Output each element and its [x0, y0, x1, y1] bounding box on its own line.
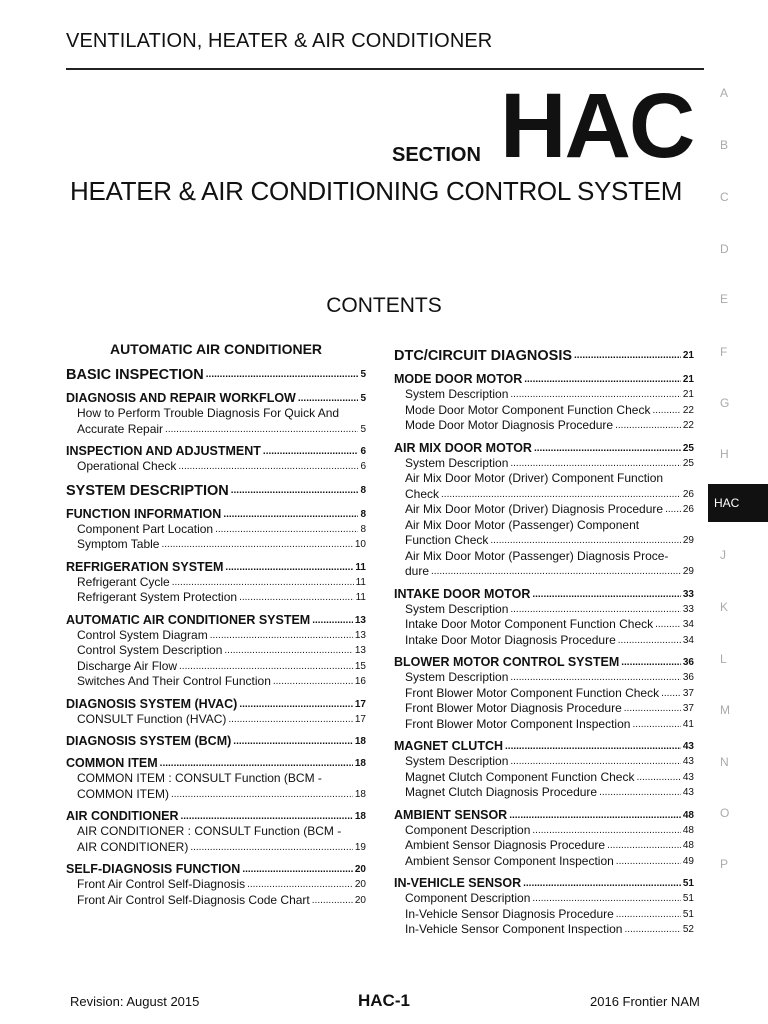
- toc-entry-sub[interactable]: [66, 459, 366, 475]
- toc-entry-title: Front Air Control Self-Diagnosis: [77, 877, 246, 891]
- toc-entry-page: 22: [682, 404, 694, 416]
- toc-entry-page: 5: [360, 393, 366, 404]
- side-index-letter[interactable]: L: [720, 652, 727, 666]
- toc-entry-chapter[interactable]: [394, 372, 694, 387]
- toc-entry-page: 5: [360, 369, 366, 380]
- toc-entry-page: 43: [682, 771, 694, 783]
- toc-entry-page: 8: [360, 508, 366, 520]
- header-title: VENTILATION, HEATER & AIR CONDITIONER: [66, 30, 493, 52]
- toc-entry-title: DIAGNOSIS AND REPAIR WORKFLOW: [66, 391, 296, 405]
- toc-entry-title: Refrigerant Cycle: [77, 574, 170, 589]
- toc-entry-chapter[interactable]: [394, 876, 694, 891]
- side-index-letter[interactable]: C: [720, 190, 729, 204]
- toc-entry-page: 49: [682, 855, 694, 867]
- toc-entry-page: 21: [682, 374, 694, 385]
- toc-entry-title: dure: [405, 564, 430, 578]
- toc-entry-sub[interactable]: [66, 877, 366, 893]
- toc-leader-dots: [165, 422, 358, 438]
- toc-leader-dots: [532, 891, 680, 907]
- toc-entry-page: 51: [682, 893, 694, 904]
- toc-leader-dots: [509, 808, 681, 823]
- toc-entry-chapter[interactable]: [66, 862, 366, 877]
- toc-leader-dots: [263, 444, 359, 459]
- toc-entry-chapter[interactable]: [394, 655, 694, 670]
- toc-right-column: [394, 340, 694, 938]
- toc-entry-sub[interactable]: [394, 487, 694, 503]
- toc-entry-page: 17: [354, 713, 366, 725]
- side-index-letter[interactable]: N: [720, 755, 729, 769]
- toc-leader-dots: [510, 670, 681, 686]
- toc-entry-title: AIR CONDITIONER): [77, 839, 189, 854]
- toc-entry-title: Control System Diagram: [77, 627, 208, 642]
- toc-entry-sub[interactable]: [66, 422, 366, 438]
- toc-leader-dots: [618, 633, 681, 649]
- toc-leader-dots: [599, 785, 681, 801]
- toc-entry-major[interactable]: [66, 366, 366, 384]
- toc-entry-sub[interactable]: [394, 602, 694, 618]
- toc-entry-page: 17: [354, 698, 366, 710]
- toc-leader-dots: [607, 838, 681, 854]
- toc-entry-sub[interactable]: [394, 633, 694, 649]
- toc-entry-sub[interactable]: [66, 893, 366, 909]
- toc-entry-page: 33: [682, 588, 694, 600]
- toc-entry-sub[interactable]: [394, 717, 694, 733]
- side-index-letter[interactable]: K: [720, 600, 729, 614]
- toc-leader-dots: [624, 922, 680, 938]
- toc-entry-title: Control System Description: [77, 643, 223, 657]
- toc-leader-dots: [228, 712, 353, 728]
- toc-entry-chapter[interactable]: [66, 560, 366, 575]
- toc-leader-dots: [178, 459, 358, 475]
- toc-leader-dots: [298, 391, 359, 406]
- toc-entry-page: 13: [354, 645, 366, 656]
- toc-entry-chapter[interactable]: [66, 734, 366, 749]
- toc-leader-dots: [632, 717, 680, 733]
- toc-leader-dots: [661, 686, 681, 702]
- toc-entry-title: SELF-DIAGNOSIS FUNCTION: [66, 862, 241, 876]
- toc-entry-sub[interactable]: [66, 643, 366, 659]
- toc-entry-sub[interactable]: [66, 537, 366, 553]
- toc-entry-page: 43: [682, 741, 694, 752]
- toc-entry-sub[interactable]: [394, 891, 694, 907]
- toc-leader-dots: [574, 347, 681, 365]
- toc-leader-dots: [312, 613, 353, 628]
- toc-entry-title: REFRIGERATION SYSTEM: [66, 559, 224, 574]
- toc-entry-title: System Description: [405, 754, 509, 768]
- toc-leader-dots: [181, 809, 353, 824]
- toc-entry-sub[interactable]: [394, 686, 694, 702]
- toc-entry-title: Intake Door Motor Diagnosis Procedure: [405, 632, 616, 647]
- toc-entry-sub[interactable]: [66, 659, 366, 675]
- toc-leader-dots: [505, 739, 681, 754]
- toc-leader-dots: [215, 522, 358, 538]
- toc-entry-title: Symptom Table: [77, 537, 160, 551]
- toc-entry-chapter[interactable]: [66, 613, 366, 628]
- toc-leader-dots: [206, 366, 359, 384]
- toc-entry-title: Component Part Location: [77, 521, 214, 536]
- toc-entry-title: Intake Door Motor Component Function Check: [405, 617, 654, 631]
- toc-entry-sub[interactable]: [394, 403, 694, 419]
- toc-entry-continued: Air Mix Door Motor (Passenger) Diagnosis Proce-: [405, 548, 669, 563]
- toc-leader-dots: [441, 487, 681, 503]
- toc-entry-title: Front Blower Motor Component Inspection: [405, 716, 631, 731]
- toc-entry-page: 48: [682, 840, 694, 851]
- toc-leader-dots: [224, 643, 352, 659]
- toc-entry-page: 48: [682, 809, 694, 821]
- toc-entry-page: 43: [682, 787, 694, 798]
- side-index-letter[interactable]: G: [720, 396, 730, 410]
- toc-entry-page: 25: [682, 457, 694, 469]
- section-title: HEATER & AIR CONDITIONING CONTROL SYSTEM: [70, 176, 683, 206]
- toc-entry-sub[interactable]: [394, 564, 694, 580]
- contents-title: CONTENTS: [326, 294, 442, 317]
- toc-leader-dots: [621, 655, 681, 670]
- toc-entry-title: FUNCTION INFORMATION: [66, 506, 222, 521]
- toc-entry-page: 21: [682, 389, 694, 400]
- toc-leader-dots: [161, 537, 352, 553]
- toc-entry-page: 10: [354, 539, 366, 550]
- toc-leader-dots: [534, 441, 681, 456]
- toc-entry-page: 13: [354, 629, 366, 641]
- side-index-letter[interactable]: F: [720, 345, 728, 359]
- toc-entry-page: 6: [360, 446, 366, 457]
- toc-entry-page: 5: [360, 423, 366, 435]
- toc-entry-title: In-Vehicle Sensor Diagnosis Procedure: [405, 906, 614, 921]
- toc-entry-page: 18: [354, 736, 366, 747]
- toc-entry-title: DTC/CIRCUIT DIAGNOSIS: [394, 348, 573, 364]
- toc-leader-dots: [490, 533, 681, 549]
- footer-model: 2016 Frontier NAM: [590, 994, 700, 1009]
- toc-entry-page: 20: [354, 894, 366, 906]
- toc-entry-title: MAGNET CLUTCH: [394, 739, 504, 753]
- toc-entry-page: 11: [355, 561, 366, 573]
- toc-leader-dots: [179, 659, 353, 675]
- toc-entry-page: 26: [682, 504, 694, 515]
- toc-leader-dots: [233, 734, 353, 749]
- toc-leader-dots: [655, 617, 681, 633]
- toc-entry-title: AIR CONDITIONER: [66, 809, 179, 823]
- toc-entry-sub[interactable]: [66, 628, 366, 644]
- side-tab-active[interactable]: HAC: [708, 484, 768, 522]
- toc-entry-page: 8: [360, 484, 366, 496]
- toc-entry-title: AIR MIX DOOR MOTOR: [394, 440, 532, 455]
- toc-entry-continued: COMMON ITEM : CONSULT Function (BCM -: [77, 771, 322, 785]
- toc-entry-page: 34: [682, 634, 694, 646]
- side-index-letter[interactable]: A: [720, 86, 729, 100]
- toc-entry-page: 6: [360, 461, 366, 472]
- toc-leader-dots: [616, 907, 681, 923]
- toc-leader-dots: [172, 575, 354, 591]
- toc-entry-chapter[interactable]: [66, 697, 366, 712]
- toc-entry-sub[interactable]: [394, 854, 694, 870]
- toc-entry-continued: AIR CONDITIONER : CONSULT Function (BCM -: [77, 824, 342, 838]
- toc-entry-chapter[interactable]: [394, 441, 694, 456]
- toc-leader-dots: [524, 372, 681, 387]
- toc-entry-page: 34: [682, 619, 694, 630]
- toc-entry-sub[interactable]: [394, 922, 694, 938]
- toc-entry-major[interactable]: [66, 482, 366, 500]
- toc-entry-page: 36: [682, 672, 694, 683]
- toc-entry-title: COMMON ITEM): [77, 786, 169, 801]
- toc-entry-sub[interactable]: [394, 387, 694, 403]
- toc-entry-title: MODE DOOR MOTOR: [394, 372, 523, 386]
- toc-leader-dots: [510, 387, 681, 403]
- toc-leader-dots: [171, 787, 353, 803]
- toc-entry-page: 48: [682, 824, 694, 836]
- toc-entry-chapter[interactable]: [394, 587, 694, 602]
- toc-entry-page: 11: [355, 592, 366, 603]
- toc-leader-dots: [160, 756, 353, 771]
- side-index-letter[interactable]: O: [720, 806, 730, 820]
- toc-entry-title: Component Description: [405, 822, 531, 837]
- toc-entry-page: 11: [355, 576, 366, 588]
- toc-entry-chapter[interactable]: [394, 808, 694, 823]
- toc-leader-dots: [523, 876, 681, 891]
- toc-entry-page: 51: [682, 908, 694, 920]
- toc-entry-title: In-Vehicle Sensor Component Inspection: [405, 922, 623, 936]
- toc-entry-title: Magnet Clutch Diagnosis Procedure: [405, 785, 598, 799]
- footer-page-id: HAC-1: [358, 991, 410, 1010]
- toc-entry-page: 33: [682, 603, 694, 615]
- toc-entry-sub[interactable]: [394, 418, 694, 434]
- toc-leader-dots: [273, 674, 353, 690]
- toc-entry-title: Operational Check: [77, 459, 177, 473]
- toc-entry-title: Mode Door Motor Diagnosis Procedure: [405, 418, 614, 432]
- toc-entry-sub[interactable]: [394, 617, 694, 633]
- toc-entry-sub[interactable]: [66, 522, 366, 538]
- toc-entry-page: 37: [682, 703, 694, 714]
- toc-entry-title: IN-VEHICLE SENSOR: [394, 876, 522, 890]
- toc-entry-sub[interactable]: [66, 787, 366, 803]
- toc-entry-page: 18: [354, 811, 366, 822]
- toc-entry-sub[interactable]: [394, 533, 694, 549]
- toc-entry-title: System Description: [405, 670, 509, 684]
- toc-entry-title: Front Blower Motor Component Function Check: [405, 685, 660, 700]
- toc-entry-page: 21: [682, 350, 694, 361]
- toc-entry-page: 15: [354, 660, 366, 672]
- toc-entry-title: Switches And Their Control Function: [77, 674, 271, 688]
- toc-entry-page: 26: [682, 488, 694, 500]
- toc-leader-dots: [231, 482, 359, 500]
- toc-leader-dots: [239, 590, 354, 606]
- toc-entry-chapter[interactable]: [66, 507, 366, 522]
- toc-entry-page: 37: [682, 687, 694, 699]
- toc-entry-page: 22: [682, 420, 694, 431]
- toc-entry-sub[interactable]: [394, 701, 694, 717]
- toc-entry-title: Magnet Clutch Component Function Check: [405, 769, 635, 784]
- toc-entry-continued: How to Perform Trouble Diagnosis For Quick And: [77, 406, 340, 420]
- side-index-letter[interactable]: B: [720, 138, 729, 152]
- side-index-letter[interactable]: D: [720, 242, 729, 256]
- toc-entry-title: AMBIENT SENSOR: [394, 807, 508, 822]
- toc-entry-page: 25: [682, 442, 694, 454]
- section-word: SECTION: [392, 144, 481, 166]
- toc-entry-sub[interactable]: [66, 840, 366, 856]
- toc-leader-dots: [636, 770, 680, 786]
- toc-entry-sub[interactable]: [394, 770, 694, 786]
- toc-entry-page: 52: [682, 924, 694, 935]
- toc-entry-title: Front Air Control Self-Diagnosis Code Chart: [77, 892, 310, 907]
- toc-leader-dots: [190, 840, 353, 856]
- toc-entry-sub[interactable]: [66, 674, 366, 690]
- side-index-letter[interactable]: P: [720, 857, 729, 871]
- toc-entry-page: 19: [354, 841, 366, 853]
- toc-entry-sub[interactable]: [394, 456, 694, 472]
- toc-leader-dots: [247, 877, 353, 893]
- toc-entry-title: INTAKE DOOR MOTOR: [394, 586, 531, 601]
- toc-entry-title: Refrigerant System Protection: [77, 590, 238, 604]
- side-index-letter[interactable]: E: [720, 292, 729, 306]
- toc-left-heading: AUTOMATIC AIR CONDITIONER: [109, 341, 323, 357]
- toc-entry-page: 18: [354, 788, 366, 800]
- toc-leader-dots: [652, 403, 680, 419]
- header-rule: [66, 68, 704, 70]
- toc-entry-title: Discharge Air Flow: [77, 658, 178, 673]
- toc-entry-page: 18: [354, 758, 366, 769]
- toc-entry-title: BASIC INSPECTION: [66, 367, 204, 383]
- toc-entry-sub[interactable]: [394, 907, 694, 923]
- toc-entry-title: Ambient Sensor Diagnosis Procedure: [405, 838, 606, 852]
- toc-entry-title: Mode Door Motor Component Function Check: [405, 402, 651, 417]
- toc-entry-page: 16: [354, 676, 366, 687]
- toc-leader-dots: [615, 418, 681, 434]
- side-index-letter[interactable]: H: [720, 447, 729, 461]
- toc-leader-dots: [210, 628, 353, 644]
- toc-leader-dots: [624, 701, 681, 717]
- toc-entry-chapter[interactable]: [66, 391, 366, 406]
- toc-entry-sub[interactable]: [394, 785, 694, 801]
- toc-entry-title: SYSTEM DESCRIPTION: [66, 482, 229, 499]
- toc-entry-title: Air Mix Door Motor (Driver) Diagnosis Procedure: [405, 502, 664, 516]
- toc-entry-sub[interactable]: [394, 754, 694, 770]
- toc-leader-dots: [431, 564, 681, 580]
- footer-revision: Revision: August 2015: [70, 994, 200, 1009]
- toc-entry-page: 20: [354, 864, 366, 875]
- toc-entry-sub[interactable]: [394, 838, 694, 854]
- toc-entry-sub[interactable]: [66, 590, 366, 606]
- toc-entry-title: DIAGNOSIS SYSTEM (HVAC): [66, 696, 238, 711]
- toc-leader-dots: [223, 507, 358, 522]
- toc-leader-dots: [510, 456, 681, 472]
- toc-entry-sub[interactable]: [394, 670, 694, 686]
- toc-entry-major[interactable]: [394, 347, 694, 365]
- toc-leader-dots: [616, 854, 681, 870]
- toc-entry-title: System Description: [405, 387, 509, 401]
- toc-entry-sub[interactable]: [66, 712, 366, 728]
- toc-entry-sub[interactable]: [394, 823, 694, 839]
- side-index-letter[interactable]: M: [720, 703, 730, 717]
- toc-entry-sub[interactable]: [394, 502, 694, 518]
- toc-leader-dots: [532, 823, 680, 839]
- toc-entry-title: DIAGNOSIS SYSTEM (BCM): [66, 734, 232, 748]
- toc-entry-title: Function Check: [405, 533, 489, 547]
- toc-leader-dots: [239, 697, 353, 712]
- toc-entry-title: INSPECTION AND ADJUSTMENT: [66, 444, 261, 458]
- side-index-letter[interactable]: J: [720, 548, 726, 562]
- toc-leader-dots: [312, 893, 353, 909]
- toc-entry-title: Accurate Repair: [77, 421, 164, 436]
- toc-entry-page: 29: [682, 535, 694, 546]
- toc-entry-chapter[interactable]: [66, 756, 366, 771]
- toc-leader-dots: [242, 862, 353, 877]
- toc-entry-title: COMMON ITEM: [66, 756, 158, 770]
- toc-entry-title: AUTOMATIC AIR CONDITIONER SYSTEM: [66, 612, 311, 627]
- toc-entry-page: 41: [682, 718, 694, 730]
- toc-entry-page: 36: [682, 657, 694, 668]
- toc-entry-page: 20: [354, 879, 366, 890]
- toc-entry-title: Front Blower Motor Diagnosis Procedure: [405, 701, 622, 715]
- toc-leader-dots: [532, 587, 681, 602]
- toc-entry-title: BLOWER MOTOR CONTROL SYSTEM: [394, 655, 620, 669]
- toc-entry-page: 13: [354, 614, 366, 626]
- section-code: HAC: [500, 75, 694, 177]
- toc-entry-title: System Description: [405, 601, 509, 616]
- toc-leader-dots: [225, 560, 353, 575]
- toc-entry-title: Check: [405, 486, 440, 501]
- toc-entry-page: 29: [682, 566, 694, 577]
- toc-leader-dots: [665, 502, 681, 518]
- toc-entry-chapter[interactable]: [66, 809, 366, 824]
- toc-entry-chapter[interactable]: [66, 444, 366, 459]
- toc-entry-sub[interactable]: [66, 575, 366, 591]
- toc-leader-dots: [510, 754, 681, 770]
- toc-entry-continued: Air Mix Door Motor (Passenger) Component: [405, 517, 640, 532]
- toc-entry-continued: Air Mix Door Motor (Driver) Component Function: [405, 471, 664, 485]
- toc-entry-page: 51: [682, 878, 694, 889]
- toc-entry-page: 8: [360, 523, 366, 535]
- toc-entry-title: System Description: [405, 455, 509, 470]
- toc-leader-dots: [510, 602, 681, 618]
- toc-entry-page: 43: [682, 756, 694, 767]
- toc-entry-title: CONSULT Function (HVAC): [77, 711, 227, 726]
- toc-entry-title: Component Description: [405, 891, 531, 905]
- toc-entry-chapter[interactable]: [394, 739, 694, 754]
- toc-entry-title: Ambient Sensor Component Inspection: [405, 853, 614, 868]
- toc-left-column: [66, 340, 366, 908]
